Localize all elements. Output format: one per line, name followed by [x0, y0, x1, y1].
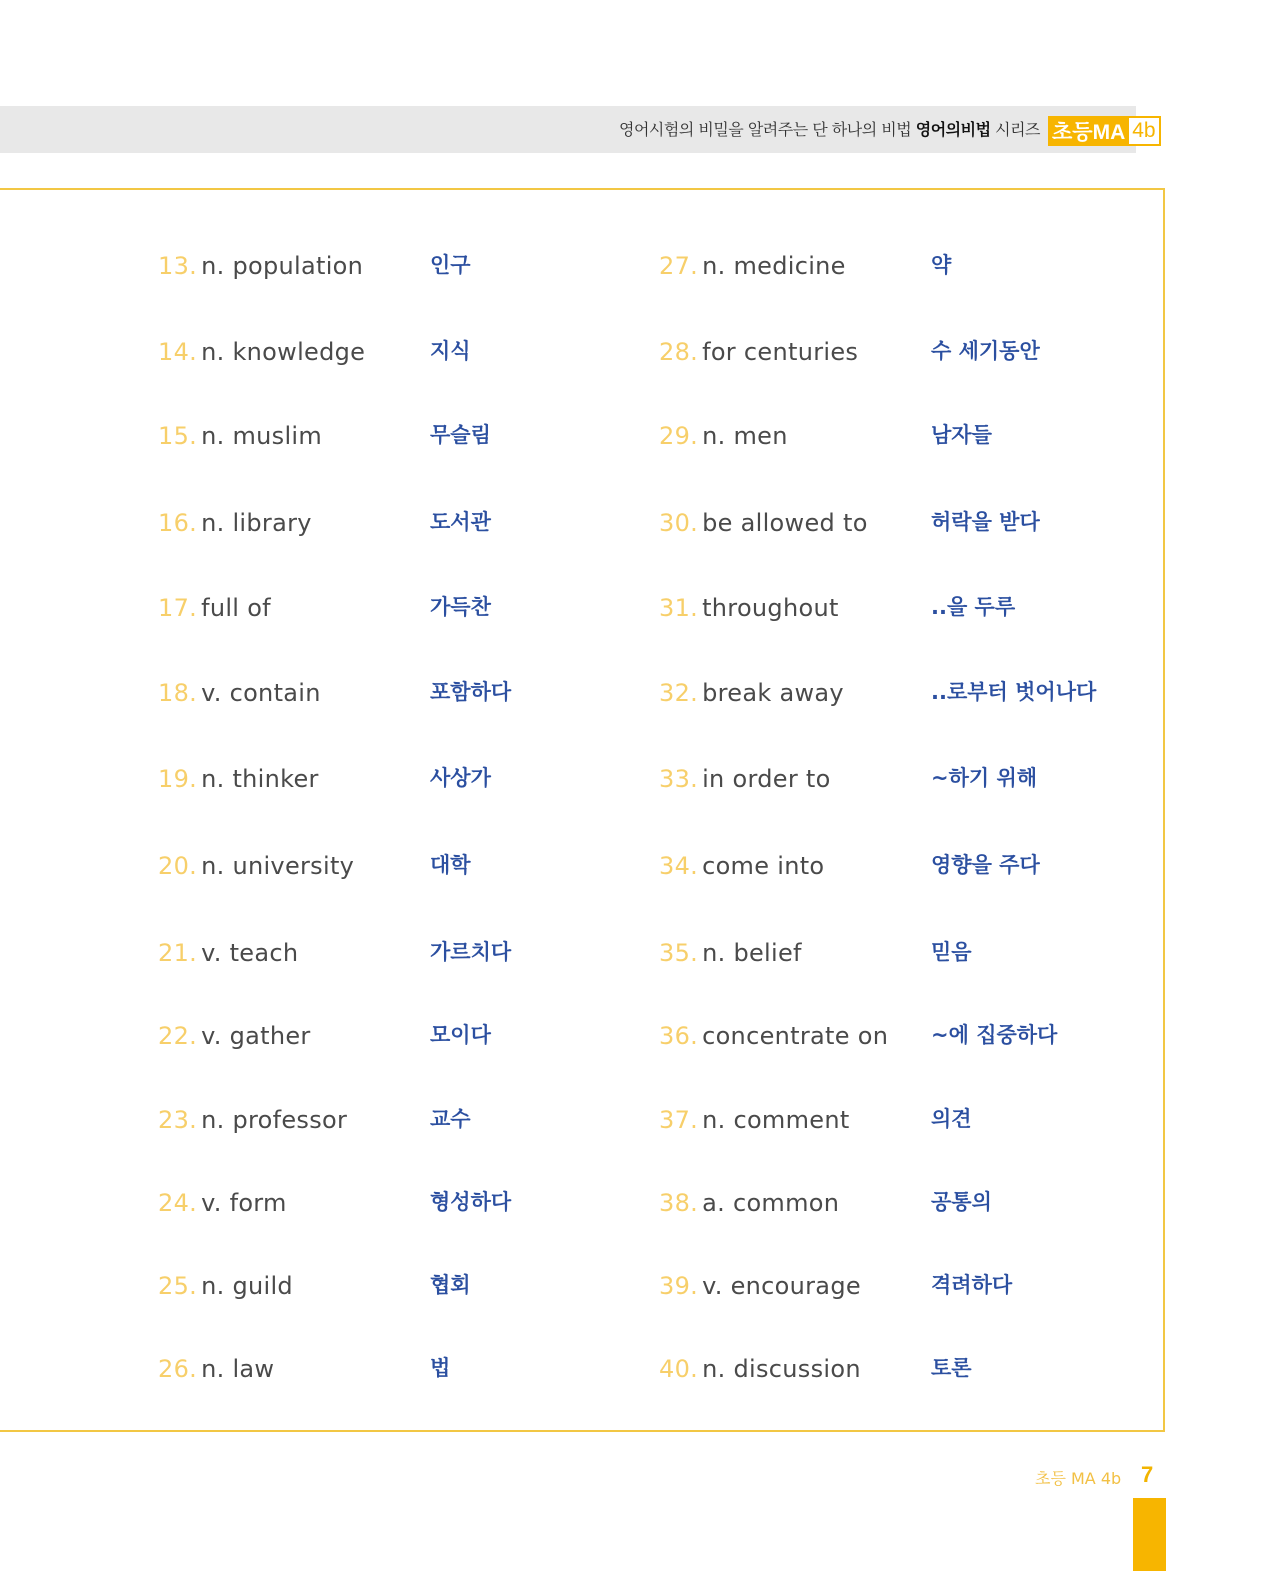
vocab-meaning: 믿음 [931, 940, 972, 964]
vocab-word: v. form [201, 1189, 287, 1217]
vocab-meaning: 모이다 [430, 1023, 491, 1047]
vocab-number: 34. [659, 852, 699, 880]
vocab-term [659, 332, 858, 372]
vocab-meaning: 무슬림 [430, 423, 491, 447]
vocab-meaning: 형성하다 [430, 1190, 512, 1214]
vocab-number: 37. [659, 1106, 699, 1134]
vocab-term [158, 846, 354, 886]
vocab-word: n. men [702, 422, 788, 450]
vocab-meaning: 격려하다 [931, 1273, 1013, 1297]
vocab-term [158, 1349, 274, 1389]
vocab-number: 22. [158, 1022, 198, 1050]
vocab-word: break away [702, 679, 844, 707]
vocab-word: concentrate on [702, 1022, 889, 1050]
vocab-number: 31. [659, 594, 699, 622]
vocab-number: 25. [158, 1272, 198, 1300]
vocab-meaning: ~에 집중하다 [931, 1023, 1058, 1047]
vocab-word: v. gather [201, 1022, 311, 1050]
vocab-term [659, 1100, 850, 1140]
vocab-number: 14. [158, 338, 198, 366]
vocab-term [659, 1183, 839, 1223]
header-tagline-text: 영어시험의 비밀을 알려주는 단 하나의 비법 [619, 120, 912, 139]
vocab-number: 36. [659, 1022, 699, 1050]
vocab-meaning: 허락을 받다 [931, 510, 1040, 534]
vocab-term [659, 1016, 888, 1056]
vocab-term [659, 588, 839, 628]
vocab-number: 16. [158, 509, 198, 537]
vocab-word: come into [702, 852, 825, 880]
vocab-meaning: 협회 [430, 1273, 471, 1297]
vocab-term [158, 246, 363, 286]
vocab-word: n. population [201, 252, 364, 280]
vocab-term [659, 246, 846, 286]
badge-main: 초등MA [1048, 116, 1129, 146]
vocab-number: 28. [659, 338, 699, 366]
vocab-number: 15. [158, 422, 198, 450]
vocab-word: n. knowledge [201, 338, 366, 366]
vocab-term [158, 1100, 347, 1140]
vocab-number: 19. [158, 765, 198, 793]
vocab-word: a. common [702, 1189, 840, 1217]
vocab-word: n. comment [702, 1106, 850, 1134]
vocab-number: 32. [659, 679, 699, 707]
page-tab-marker [1133, 1498, 1166, 1571]
vocab-word: n. medicine [702, 252, 846, 280]
vocab-term [659, 503, 868, 543]
vocab-meaning: 토론 [931, 1356, 972, 1380]
vocab-term [158, 416, 322, 456]
vocab-meaning: 인구 [430, 253, 471, 277]
vocab-term [158, 1016, 311, 1056]
vocab-word: v. contain [201, 679, 321, 707]
vocab-word: n. library [201, 509, 312, 537]
header-suffix: 시리즈 [995, 120, 1040, 139]
vocab-meaning: 도서관 [430, 510, 491, 534]
vocab-word: n. guild [201, 1272, 293, 1300]
vocab-meaning: 포함하다 [430, 680, 512, 704]
vocab-number: 33. [659, 765, 699, 793]
series-badge [1048, 116, 1161, 146]
vocab-term [659, 846, 824, 886]
vocab-word: be allowed to [702, 509, 868, 537]
vocab-word: n. muslim [201, 422, 323, 450]
vocab-meaning: 수 세기동안 [931, 339, 1040, 363]
vocab-term [158, 1183, 287, 1223]
vocab-number: 35. [659, 939, 699, 967]
badge-level: 4b [1129, 116, 1160, 146]
vocab-term [158, 588, 271, 628]
vocab-word: full of [201, 594, 271, 622]
vocab-meaning: ..로부터 벗어나다 [931, 680, 1097, 704]
vocab-term [158, 933, 298, 973]
vocab-meaning: 교수 [430, 1107, 471, 1131]
vocab-term [158, 673, 321, 713]
vocab-word: v. teach [201, 939, 299, 967]
vocab-meaning: 영향을 주다 [931, 853, 1040, 877]
vocab-meaning: 남자들 [931, 423, 992, 447]
vocab-word: n. discussion [702, 1355, 861, 1383]
vocab-number: 27. [659, 252, 699, 280]
vocab-word: in order to [702, 765, 831, 793]
vocab-number: 39. [659, 1272, 699, 1300]
header-tagline [619, 117, 1040, 140]
vocab-term [659, 759, 831, 799]
vocab-number: 30. [659, 509, 699, 537]
vocab-term [158, 759, 319, 799]
vocab-number: 26. [158, 1355, 198, 1383]
vocab-meaning: 법 [430, 1356, 451, 1380]
vocab-meaning: 약 [931, 253, 952, 277]
vocab-meaning: 공통의 [931, 1190, 992, 1214]
vocab-number: 29. [659, 422, 699, 450]
vocab-meaning: 의견 [931, 1107, 972, 1131]
vocab-word: throughout [702, 594, 839, 622]
vocab-number: 20. [158, 852, 198, 880]
page-number: 7 [1141, 1462, 1154, 1487]
vocab-number: 40. [659, 1355, 699, 1383]
vocab-number: 24. [158, 1189, 198, 1217]
vocab-term [659, 416, 788, 456]
vocab-meaning: 사상가 [430, 766, 491, 790]
vocab-term [659, 1349, 861, 1389]
vocab-number: 18. [158, 679, 198, 707]
vocab-word: n. thinker [201, 765, 319, 793]
vocab-meaning: 가르치다 [430, 940, 512, 964]
vocab-number: 23. [158, 1106, 198, 1134]
vocab-number: 17. [158, 594, 198, 622]
vocab-meaning: ..을 두루 [931, 595, 1016, 619]
header-brand: 영어의비법 [915, 120, 991, 139]
vocab-word: n. university [201, 852, 355, 880]
vocab-meaning: ~하기 위해 [931, 766, 1038, 790]
vocab-term [659, 933, 802, 973]
footer-series-label: 초등 MA 4b [1035, 1469, 1122, 1488]
vocab-word: v. encourage [702, 1272, 861, 1300]
vocab-number: 21. [158, 939, 198, 967]
vocab-word: n. professor [201, 1106, 348, 1134]
vocab-term [659, 1266, 861, 1306]
vocab-meaning: 지식 [430, 339, 471, 363]
vocab-word: n. belief [702, 939, 802, 967]
vocab-term [158, 332, 365, 372]
vocab-word: for centuries [702, 338, 859, 366]
vocab-word: n. law [201, 1355, 275, 1383]
vocab-frame [0, 188, 1165, 1432]
vocab-term [158, 503, 312, 543]
vocab-term [659, 673, 844, 713]
vocab-meaning: 가득찬 [430, 595, 491, 619]
vocab-term [158, 1266, 293, 1306]
vocab-number: 38. [659, 1189, 699, 1217]
vocab-meaning: 대학 [430, 853, 471, 877]
vocab-number: 13. [158, 252, 198, 280]
